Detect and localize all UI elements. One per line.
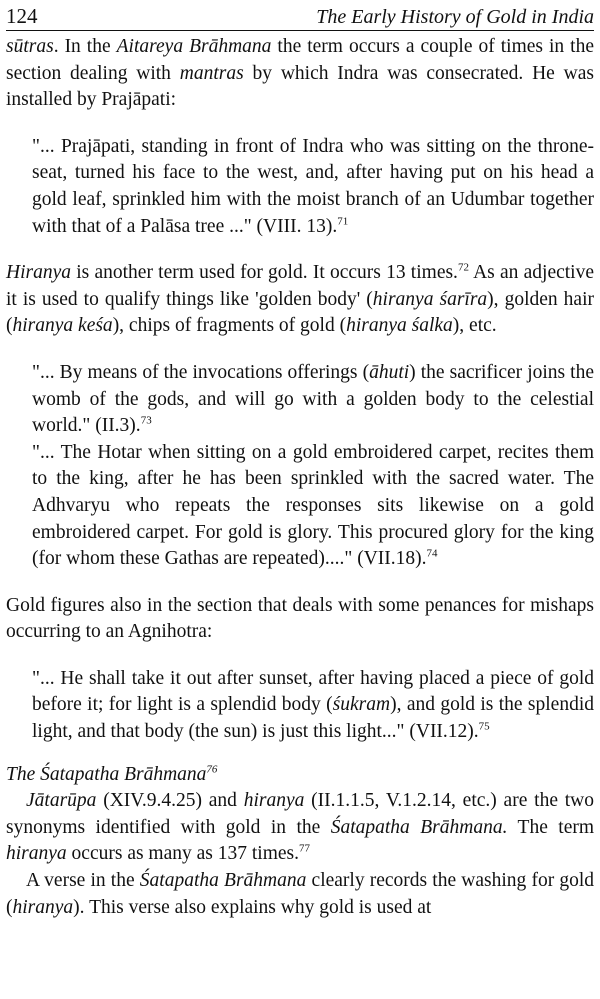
paragraph-washing: A verse in the Śatapatha Brāhmana clearly records the washing for gold (hiranya). This verse also explains why gold is used at xyxy=(6,870,595,918)
paragraph-penances: Gold figures also in the section that deals with some penances for mishaps occurring to an Agnihotra: xyxy=(6,594,594,643)
footnote-ref-71[interactable]: 71 xyxy=(337,215,349,228)
quote-prajapati: "... Prajāpati, standing in front of Indra who was sitting on the throne-seat, turned his face to the west, and, after having put on his head a gold leaf, sprinkled him with the moist branch of an Udumbar together with that of a Palāsa tree ..." (VIII. 13).$^{71}$ xyxy=(32,135,594,237)
running-title: The Early History of Gold in India xyxy=(316,6,594,28)
quote-sunset: "... He shall take it out after sunset, after having placed a piece of gold before it; for light is a splendid body (śukram), and gold is the splendid light, and that body (the sun) is just this light..." (VII.12).$^{75}$ xyxy=(32,667,594,743)
footnote-ref-76[interactable]: 76 xyxy=(206,763,218,776)
paragraph-jatarupa: Jātarūpa (XIV.9.4.25) and hiranya (II.1.1.5, V.1.2.14, etc.) are the two synonyms identified with gold in the Śatapatha Brāhmana. The term hiranya occurs as many as 137 times.$^{77}$ xyxy=(6,790,595,865)
footnote-ref-74[interactable]: 74 xyxy=(426,547,438,560)
running-header xyxy=(6,4,594,31)
footnote-ref-73[interactable]: 73 xyxy=(140,414,152,427)
page-number: 124 xyxy=(6,4,38,28)
paragraph-hiranya: Hiranya is another term used for gold. It occurs 13 times.$^{72}$ As an adjective it is used to qualify things like 'golden body' (hiranya śarīra), golden hair (hiranya keśa), chips of fragments of gold (hiranya śalka), etc. xyxy=(6,261,594,337)
footnote-ref-75[interactable]: 75 xyxy=(478,720,490,733)
footnote-ref-72[interactable]: 72 xyxy=(457,261,469,274)
body-text xyxy=(6,34,594,921)
paragraph-aitareya-intro: sūtras. In the Aitareya Brāhmana the term occurs a couple of times in the section dealing with mantras by which Indra was consecrated. He was installed by Prajāpati: xyxy=(6,36,594,111)
quote-invocations: "... By means of the invocations offerings (āhuti) the sacrificer joins the womb of the gods, and will go with a golden body to the celestial world." (II.3).$^{73}$ xyxy=(32,361,594,437)
footnote-ref-77[interactable]: 77 xyxy=(299,842,310,855)
quote-hotar: "... The Hotar when sitting on a gold embroidered carpet, recites them to the king, after he has been sprinkled with the sacred water. The Adhvaryu who repeats the responses sits likewise on a gold embroidered carpet. For gold is glory. This procured glory for the king (for whom these Gathas are repeated)...." (VII.18).$^{74}$ xyxy=(32,441,594,570)
section-heading-satapatha: The Śatapatha Brāhmana$^{76}$ xyxy=(6,763,218,785)
